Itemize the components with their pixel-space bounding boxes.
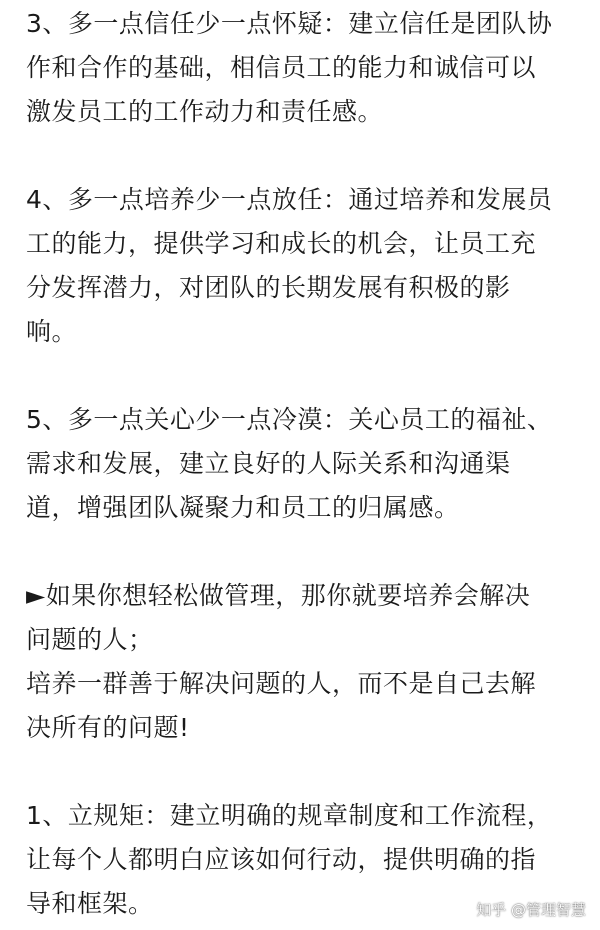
text-line: 道，增强团队凝聚力和员工的归属感。 <box>26 493 460 522</box>
text-line: 决所有的问题! <box>26 713 190 742</box>
text-line: 需求和发展，建立良好的人际关系和沟通渠 <box>26 449 511 478</box>
paragraph-spacer <box>26 134 586 178</box>
text-line: 激发员工的工作动力和责任感。 <box>26 97 384 126</box>
text-line: 3、多一点信任少一点怀疑：建立信任是团队协 <box>26 9 553 38</box>
paragraph-spacer <box>26 354 586 398</box>
text-line: 响。 <box>26 317 78 346</box>
text-line: 4、多一点培养少一点放任：通过培养和发展员 <box>26 185 553 214</box>
text-line: 作和合作的基础，相信员工的能力和诚信可以 <box>26 53 537 82</box>
text-line: 工的能力，提供学习和成长的机会，让员工充 <box>26 229 537 258</box>
text-line: 培养一群善于解决问题的人，而不是自己去解 <box>26 669 537 698</box>
text-line: 问题的人； <box>26 625 154 654</box>
paragraph-problem-solvers <box>26 574 586 750</box>
article-body <box>26 2 586 926</box>
text-line: 1、立规矩：建立明确的规章制度和工作流程， <box>26 801 553 830</box>
paragraph-trust <box>26 2 586 134</box>
text-line: ►如果你想轻松做管理，那你就要培养会解决 <box>26 581 531 610</box>
text-line: 让每个人都明白应该如何行动，提供明确的指 <box>26 845 537 874</box>
zhihu-watermark: 知乎 @管理智慧 <box>476 901 586 919</box>
text-line: 5、多一点关心少一点冷漠：关心员工的福祉、 <box>26 405 553 434</box>
paragraph-spacer <box>26 750 586 794</box>
paragraph-cultivate <box>26 178 586 354</box>
paragraph-spacer <box>26 530 586 574</box>
text-line: 分发挥潜力，对团队的长期发展有积极的影 <box>26 273 511 302</box>
paragraph-care <box>26 398 586 530</box>
text-line: 导和框架。 <box>26 889 154 918</box>
